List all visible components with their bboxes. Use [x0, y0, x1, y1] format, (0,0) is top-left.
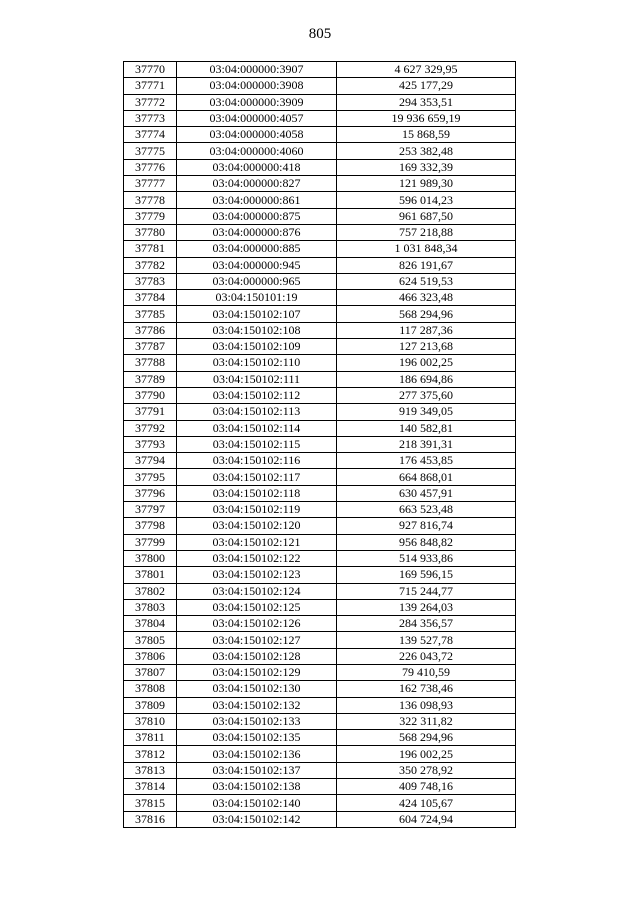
row-number-cell: 37815	[124, 795, 177, 811]
cadastral-number-cell: 03:04:150102:113	[177, 404, 337, 420]
value-cell: 664 868,01	[337, 469, 516, 485]
value-cell: 630 457,91	[337, 485, 516, 501]
value-cell: 919 349,05	[337, 404, 516, 420]
cadastral-number-cell: 03:04:150102:140	[177, 795, 337, 811]
cadastral-number-cell: 03:04:150102:111	[177, 371, 337, 387]
cadastral-number-cell: 03:04:000000:875	[177, 208, 337, 224]
value-cell: 4 627 329,95	[337, 62, 516, 78]
value-cell: 624 519,53	[337, 273, 516, 289]
table-row	[124, 534, 516, 550]
row-number-cell: 37804	[124, 616, 177, 632]
cadastral-number-cell: 03:04:150102:116	[177, 453, 337, 469]
row-number-cell: 37783	[124, 273, 177, 289]
value-cell: 136 098,93	[337, 697, 516, 713]
row-number-cell: 37790	[124, 387, 177, 403]
value-cell: 826 191,67	[337, 257, 516, 273]
value-cell: 196 002,25	[337, 746, 516, 762]
value-cell: 568 294,96	[337, 306, 516, 322]
row-number-cell: 37816	[124, 811, 177, 827]
value-cell: 322 311,82	[337, 713, 516, 729]
cadastral-number-cell: 03:04:000000:3908	[177, 78, 337, 94]
table-row	[124, 795, 516, 811]
table-row	[124, 616, 516, 632]
value-cell: 226 043,72	[337, 648, 516, 664]
table-row	[124, 811, 516, 827]
value-cell: 956 848,82	[337, 534, 516, 550]
row-number-cell: 37794	[124, 453, 177, 469]
value-cell: 162 738,46	[337, 681, 516, 697]
row-number-cell: 37802	[124, 583, 177, 599]
value-cell: 284 356,57	[337, 616, 516, 632]
table-row	[124, 127, 516, 143]
value-cell: 424 105,67	[337, 795, 516, 811]
value-cell: 294 353,51	[337, 94, 516, 110]
cadastral-number-cell: 03:04:150102:122	[177, 550, 337, 566]
cadastral-number-cell: 03:04:000000:965	[177, 273, 337, 289]
value-cell: 596 014,23	[337, 192, 516, 208]
cadastral-number-cell: 03:04:000000:4058	[177, 127, 337, 143]
row-number-cell: 37799	[124, 534, 177, 550]
table-row	[124, 453, 516, 469]
row-number-cell: 37781	[124, 241, 177, 257]
table-row	[124, 420, 516, 436]
table-row	[124, 404, 516, 420]
value-cell: 757 218,88	[337, 224, 516, 240]
row-number-cell: 37805	[124, 632, 177, 648]
row-number-cell: 37795	[124, 469, 177, 485]
value-cell: 466 323,48	[337, 290, 516, 306]
table-row	[124, 355, 516, 371]
row-number-cell: 37814	[124, 779, 177, 795]
table-row	[124, 469, 516, 485]
cadastral-number-cell: 03:04:150102:109	[177, 339, 337, 355]
table-row	[124, 257, 516, 273]
cadastral-number-cell: 03:04:150102:128	[177, 648, 337, 664]
row-number-cell: 37796	[124, 485, 177, 501]
value-cell: 514 933,86	[337, 550, 516, 566]
row-number-cell: 37808	[124, 681, 177, 697]
table-row	[124, 485, 516, 501]
value-cell: 604 724,94	[337, 811, 516, 827]
value-cell: 927 816,74	[337, 518, 516, 534]
row-number-cell: 37791	[124, 404, 177, 420]
value-cell: 121 989,30	[337, 176, 516, 192]
cadastral-number-cell: 03:04:150102:137	[177, 762, 337, 778]
row-number-cell: 37789	[124, 371, 177, 387]
table-row	[124, 94, 516, 110]
table-row	[124, 746, 516, 762]
row-number-cell: 37813	[124, 762, 177, 778]
table-row	[124, 779, 516, 795]
value-cell: 169 332,39	[337, 159, 516, 175]
cadastral-number-cell: 03:04:150102:120	[177, 518, 337, 534]
table-row	[124, 371, 516, 387]
table-row	[124, 550, 516, 566]
cadastral-number-cell: 03:04:000000:3907	[177, 62, 337, 78]
table-row	[124, 241, 516, 257]
row-number-cell: 37803	[124, 599, 177, 615]
table-row	[124, 599, 516, 615]
value-cell: 961 687,50	[337, 208, 516, 224]
row-number-cell: 37775	[124, 143, 177, 159]
row-number-cell: 37777	[124, 176, 177, 192]
row-number-cell: 37801	[124, 567, 177, 583]
value-cell: 79 410,59	[337, 664, 516, 680]
row-number-cell: 37787	[124, 339, 177, 355]
row-number-cell: 37793	[124, 436, 177, 452]
table-row	[124, 290, 516, 306]
table-row	[124, 322, 516, 338]
table-row	[124, 436, 516, 452]
row-number-cell: 37779	[124, 208, 177, 224]
table-row	[124, 339, 516, 355]
table-row	[124, 664, 516, 680]
cadastral-number-cell: 03:04:150102:132	[177, 697, 337, 713]
cadastral-number-cell: 03:04:000000:418	[177, 159, 337, 175]
value-cell: 277 375,60	[337, 387, 516, 403]
table-row	[124, 697, 516, 713]
table-row	[124, 224, 516, 240]
table-row	[124, 762, 516, 778]
cadastral-number-cell: 03:04:000000:4060	[177, 143, 337, 159]
value-cell: 15 868,59	[337, 127, 516, 143]
row-number-cell: 37782	[124, 257, 177, 273]
cadastral-number-cell: 03:04:150102:138	[177, 779, 337, 795]
row-number-cell: 37800	[124, 550, 177, 566]
cadastral-number-cell: 03:04:150102:110	[177, 355, 337, 371]
table-row	[124, 730, 516, 746]
table-row	[124, 62, 516, 78]
cadastral-number-cell: 03:04:150102:117	[177, 469, 337, 485]
row-number-cell: 37771	[124, 78, 177, 94]
row-number-cell: 37792	[124, 420, 177, 436]
table-row	[124, 502, 516, 518]
cadastral-number-cell: 03:04:000000:861	[177, 192, 337, 208]
table-row	[124, 143, 516, 159]
cadastral-number-cell: 03:04:150102:127	[177, 632, 337, 648]
cadastral-number-cell: 03:04:150102:136	[177, 746, 337, 762]
cadastral-number-cell: 03:04:000000:876	[177, 224, 337, 240]
cadastral-number-cell: 03:04:150102:115	[177, 436, 337, 452]
value-cell: 139 527,78	[337, 632, 516, 648]
value-cell: 715 244,77	[337, 583, 516, 599]
cadastral-number-cell: 03:04:150102:129	[177, 664, 337, 680]
row-number-cell: 37776	[124, 159, 177, 175]
cadastral-number-cell: 03:04:150102:123	[177, 567, 337, 583]
cadastral-number-cell: 03:04:150102:107	[177, 306, 337, 322]
table-row	[124, 192, 516, 208]
cadastral-number-cell: 03:04:150102:118	[177, 485, 337, 501]
cadastral-number-cell: 03:04:000000:945	[177, 257, 337, 273]
row-number-cell: 37778	[124, 192, 177, 208]
value-cell: 186 694,86	[337, 371, 516, 387]
row-number-cell: 37772	[124, 94, 177, 110]
cadastral-number-cell: 03:04:000000:4057	[177, 110, 337, 126]
row-number-cell: 37812	[124, 746, 177, 762]
value-cell: 663 523,48	[337, 502, 516, 518]
row-number-cell: 37785	[124, 306, 177, 322]
value-cell: 19 936 659,19	[337, 110, 516, 126]
row-number-cell: 37773	[124, 110, 177, 126]
table-row	[124, 176, 516, 192]
cadastral-number-cell: 03:04:150102:133	[177, 713, 337, 729]
cadastral-number-cell: 03:04:150102:130	[177, 681, 337, 697]
table-row	[124, 110, 516, 126]
row-number-cell: 37809	[124, 697, 177, 713]
row-number-cell: 37780	[124, 224, 177, 240]
table-row	[124, 518, 516, 534]
value-cell: 253 382,48	[337, 143, 516, 159]
table-row	[124, 713, 516, 729]
cadastral-number-cell: 03:04:150102:142	[177, 811, 337, 827]
row-number-cell: 37806	[124, 648, 177, 664]
cadastral-number-cell: 03:04:150102:125	[177, 599, 337, 615]
table-row	[124, 567, 516, 583]
table-row	[124, 306, 516, 322]
row-number-cell: 37798	[124, 518, 177, 534]
row-number-cell: 37784	[124, 290, 177, 306]
table-row	[124, 159, 516, 175]
cadastral-number-cell: 03:04:150101:19	[177, 290, 337, 306]
table-row	[124, 273, 516, 289]
registry-table-body	[124, 62, 516, 828]
cadastral-number-cell: 03:04:150102:119	[177, 502, 337, 518]
row-number-cell: 37786	[124, 322, 177, 338]
value-cell: 140 582,81	[337, 420, 516, 436]
cadastral-number-cell: 03:04:000000:3909	[177, 94, 337, 110]
row-number-cell: 37770	[124, 62, 177, 78]
table-row	[124, 387, 516, 403]
row-number-cell: 37788	[124, 355, 177, 371]
cadastral-number-cell: 03:04:150102:135	[177, 730, 337, 746]
value-cell: 176 453,85	[337, 453, 516, 469]
table-row	[124, 78, 516, 94]
row-number-cell: 37807	[124, 664, 177, 680]
value-cell: 127 213,68	[337, 339, 516, 355]
value-cell: 1 031 848,34	[337, 241, 516, 257]
row-number-cell: 37811	[124, 730, 177, 746]
value-cell: 425 177,29	[337, 78, 516, 94]
row-number-cell: 37810	[124, 713, 177, 729]
table-row	[124, 648, 516, 664]
cadastral-number-cell: 03:04:150102:121	[177, 534, 337, 550]
table-row	[124, 583, 516, 599]
value-cell: 117 287,36	[337, 322, 516, 338]
value-cell: 139 264,03	[337, 599, 516, 615]
cadastral-number-cell: 03:04:150102:114	[177, 420, 337, 436]
value-cell: 218 391,31	[337, 436, 516, 452]
value-cell: 350 278,92	[337, 762, 516, 778]
value-cell: 169 596,15	[337, 567, 516, 583]
value-cell: 196 002,25	[337, 355, 516, 371]
cadastral-number-cell: 03:04:150102:124	[177, 583, 337, 599]
registry-table	[123, 61, 516, 828]
row-number-cell: 37797	[124, 502, 177, 518]
cadastral-number-cell: 03:04:150102:112	[177, 387, 337, 403]
row-number-cell: 37774	[124, 127, 177, 143]
cadastral-number-cell: 03:04:000000:885	[177, 241, 337, 257]
value-cell: 568 294,96	[337, 730, 516, 746]
table-row	[124, 632, 516, 648]
value-cell: 409 748,16	[337, 779, 516, 795]
cadastral-number-cell: 03:04:150102:108	[177, 322, 337, 338]
table-row	[124, 681, 516, 697]
page-number: 805	[308, 26, 332, 42]
cadastral-number-cell: 03:04:150102:126	[177, 616, 337, 632]
table-row	[124, 208, 516, 224]
cadastral-number-cell: 03:04:000000:827	[177, 176, 337, 192]
